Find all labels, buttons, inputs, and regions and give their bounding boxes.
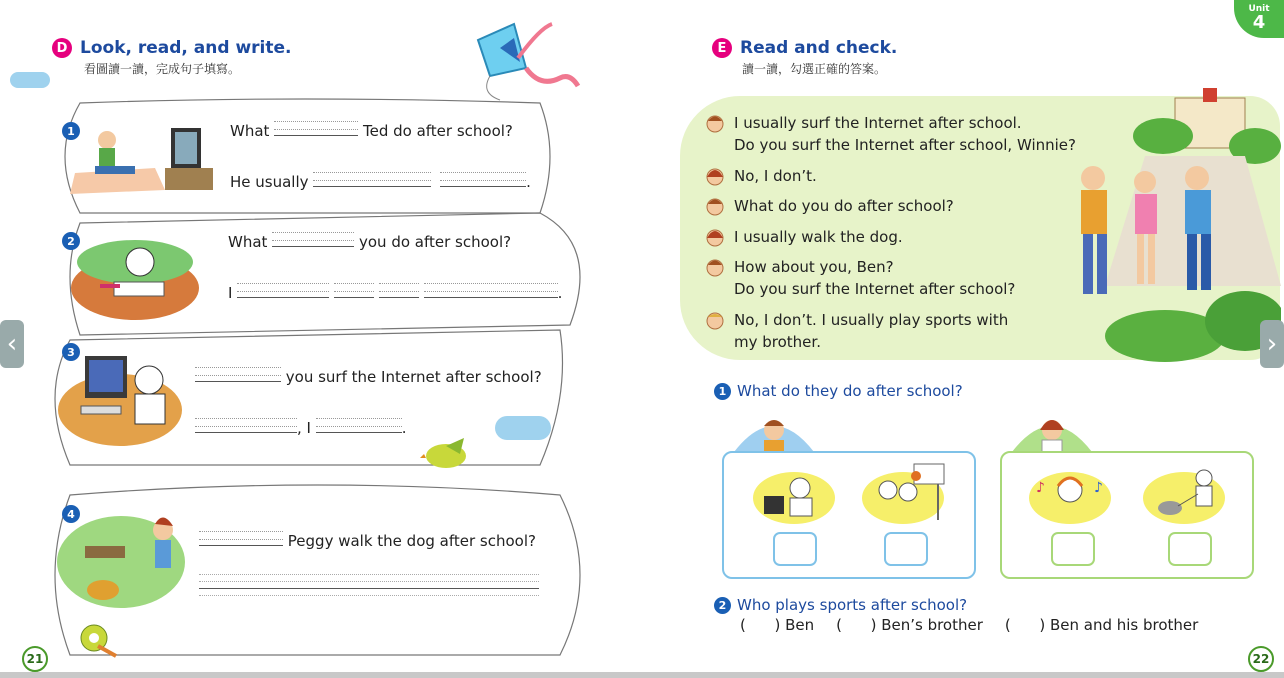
answer-options [740, 616, 1220, 634]
answer-blank[interactable] [274, 135, 358, 136]
next-page-button[interactable]: › [1260, 320, 1284, 368]
question-number: 1 [714, 383, 731, 400]
section-badge: E [712, 38, 732, 58]
ted-face-icon [704, 112, 726, 134]
unit-number: 4 [1252, 12, 1266, 33]
answer-blank[interactable] [379, 297, 419, 298]
tape-roll-icon [78, 622, 120, 658]
section-e-header [712, 38, 897, 58]
kids-walking-to-school-illustration [1045, 86, 1281, 366]
cloud-icon [10, 72, 50, 88]
item-2-question: What you do after school? [228, 233, 512, 251]
answer-blank[interactable] [195, 432, 297, 433]
section-subtitle: 讀一讀，勾選正確的答案。 [742, 62, 887, 76]
unit-label: Unit [1248, 4, 1270, 14]
bird-icon [420, 436, 472, 472]
winnie-face-icon [704, 226, 726, 248]
ted-face-icon [704, 195, 726, 217]
dialog-line-5: How about you, Ben? Do you surf the Internet after school? [706, 256, 1015, 300]
cloud-icon [495, 416, 551, 440]
answer-blank[interactable] [424, 297, 558, 298]
section-title: Look, read, and write. [80, 38, 292, 58]
item-1-answer: He usually . [230, 173, 531, 191]
answer-blank[interactable] [272, 246, 354, 247]
checkbox-basketball[interactable] [884, 532, 928, 566]
winnie-face-icon [704, 165, 726, 187]
checkbox-walk-dog[interactable] [1168, 532, 1212, 566]
option-ben[interactable]: ( ) Ben [740, 616, 815, 634]
item-1-question: What Ted do after school? [230, 122, 513, 140]
ted-avatar [732, 406, 816, 452]
bottom-scrollbar[interactable] [0, 672, 1284, 678]
dialog-line-6: No, I don’t. I usually play sports with my brother. [706, 309, 1008, 353]
option-ben-and-brother[interactable]: ( ) Ben and his brother [1004, 616, 1199, 634]
answer-blank[interactable] [316, 432, 402, 433]
answer-blank[interactable] [440, 186, 526, 187]
checkbox-computer[interactable] [773, 532, 817, 566]
dialog-line-2: No, I don’t. [706, 165, 817, 187]
item-4-question: Peggy walk the dog after school? [199, 532, 536, 550]
answer-blank[interactable] [313, 186, 431, 187]
girl-walking-dog-illustration [55, 510, 195, 610]
svg-text:♪: ♪ [1036, 480, 1045, 496]
boy-writing-illustration [70, 238, 200, 320]
svg-text:♪: ♪ [1094, 480, 1103, 496]
item-4-writing-lines[interactable] [199, 574, 539, 602]
item-3-question: you surf the Internet after school? [195, 368, 542, 386]
dialog-line-3: What do you do after school? [706, 195, 954, 217]
item-2-number: 2 [62, 232, 80, 250]
answer-blank[interactable] [237, 297, 329, 298]
page-number: 22 [1248, 646, 1274, 672]
item-3-number: 3 [62, 343, 80, 361]
dialog-line-1: I usually surf the Internet after school. Do you surf the Internet after school, Winnie? [706, 112, 1076, 156]
page-number: 21 [22, 646, 48, 672]
item-2-answer: I . [228, 284, 563, 302]
dialog-line-4: I usually walk the dog. [706, 226, 903, 248]
item-4-number: 4 [62, 505, 80, 523]
boy-at-computer-illustration [55, 350, 185, 450]
walk-dog-activity-icon [1150, 466, 1226, 522]
checkbox-music[interactable] [1051, 532, 1095, 566]
section-subtitle: 看圖讀一讀，完成句子填寫。 [84, 62, 241, 76]
boy-watching-tv-illustration [65, 118, 215, 198]
answer-blank[interactable] [199, 545, 283, 546]
section-badge: D [52, 38, 72, 58]
music-activity-icon [1030, 468, 1110, 524]
winnie-avatar [1010, 406, 1094, 452]
question-1: 1 What do they do after school? [714, 382, 963, 400]
computer-activity-icon [762, 474, 826, 520]
basketball-activity-icon [866, 462, 946, 520]
item-1-number: 1 [62, 122, 80, 140]
prev-page-button[interactable]: ‹ [0, 320, 24, 368]
question-number: 2 [714, 597, 731, 614]
answer-blank[interactable] [195, 381, 281, 382]
ted-face-icon [704, 256, 726, 278]
section-d-header [52, 38, 292, 58]
answer-blank[interactable] [334, 297, 374, 298]
ben-face-icon [704, 309, 726, 331]
question-2: 2 Who plays sports after school? [714, 596, 967, 614]
item-3-answer: , I . [195, 419, 407, 437]
section-title: Read and check. [740, 38, 898, 58]
option-bens-brother[interactable]: ( ) Ben’s brother [836, 616, 983, 634]
